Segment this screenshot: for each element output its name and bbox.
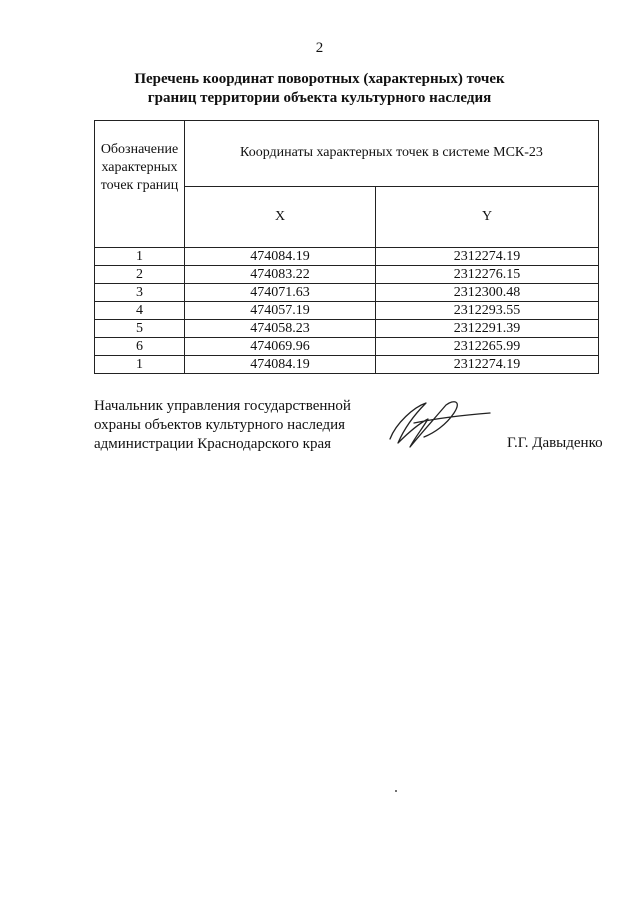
cell-y: 2312274.19 xyxy=(376,356,599,374)
cell-x: 474058.23 xyxy=(185,320,376,338)
scan-speck xyxy=(395,790,397,792)
cell-y: 2312276.15 xyxy=(376,266,599,284)
cell-x: 474084.19 xyxy=(185,248,376,266)
signatory-name: Г.Г. Давыденко xyxy=(507,435,603,451)
position-line: администрации Краснодарского края xyxy=(94,436,332,452)
header-designation-line: Обозначение xyxy=(100,142,179,157)
header-x: X xyxy=(185,186,376,247)
signatory-position xyxy=(94,397,351,454)
cell-x: 474057.19 xyxy=(185,302,376,320)
cell-x: 474071.63 xyxy=(185,284,376,302)
title-line-2: границ территории объекта культурного наследия xyxy=(147,90,492,106)
cell-point: 5 xyxy=(95,320,185,338)
table-row xyxy=(95,284,599,302)
cell-y: 2312265.99 xyxy=(376,338,599,356)
header-y: Y xyxy=(376,186,599,247)
cell-x: 474083.22 xyxy=(185,266,376,284)
handwritten-signature xyxy=(384,393,494,453)
cell-x: 474084.19 xyxy=(185,356,376,374)
table-row xyxy=(95,266,599,284)
cell-y: 2312274.19 xyxy=(376,248,599,266)
cell-y: 2312293.55 xyxy=(376,302,599,320)
table-row xyxy=(95,320,599,338)
cell-point: 1 xyxy=(95,356,185,374)
header-designation xyxy=(95,121,185,248)
table-row xyxy=(95,356,599,374)
cell-x: 474069.96 xyxy=(185,338,376,356)
cell-y: 2312291.39 xyxy=(376,320,599,338)
cell-point: 2 xyxy=(95,266,185,284)
header-designation-line: характерных xyxy=(101,160,178,175)
position-line: охраны объектов культурного наследия xyxy=(94,417,346,433)
document-title xyxy=(0,70,639,108)
title-line-1: Перечень координат поворотных (характерных) точек xyxy=(134,71,505,87)
cell-point: 1 xyxy=(95,248,185,266)
coordinates-table xyxy=(94,120,599,374)
table-row xyxy=(95,248,599,266)
cell-point: 3 xyxy=(95,284,185,302)
header-designation-line: точек границ xyxy=(100,178,179,193)
header-coordinate-system: Координаты характерных точек в системе МСК-23 xyxy=(185,121,599,187)
cell-point: 4 xyxy=(95,302,185,320)
position-line: Начальник управления государственной xyxy=(94,398,351,414)
cell-point: 6 xyxy=(95,338,185,356)
table-row xyxy=(95,338,599,356)
cell-y: 2312300.48 xyxy=(376,284,599,302)
page-number: 2 xyxy=(315,40,324,56)
table-row xyxy=(95,302,599,320)
